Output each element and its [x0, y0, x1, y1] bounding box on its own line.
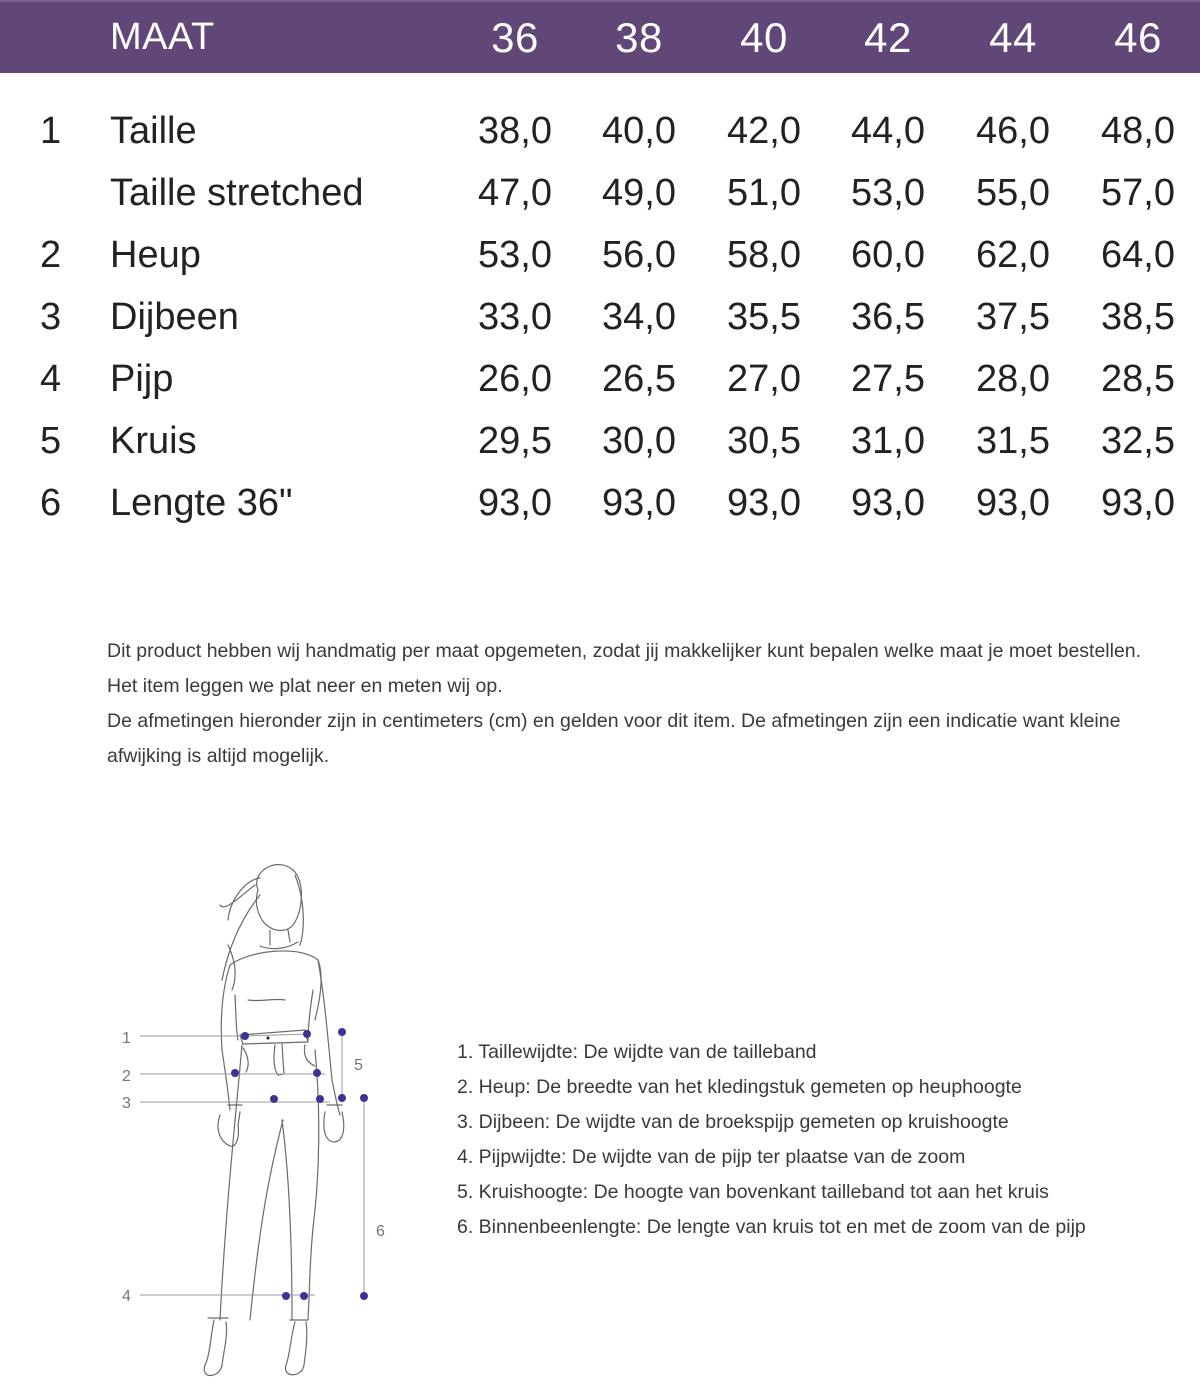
marker-label-5: 5 [354, 1057, 363, 1074]
cell-value: 27,5 [851, 358, 925, 400]
cell-value: 40,0 [602, 110, 676, 152]
cell-value: 53,0 [851, 172, 925, 214]
marker-label-4: 4 [122, 1288, 131, 1305]
cell-value: 57,0 [1101, 172, 1175, 214]
legend-item-pijpwijdte: 4. Pijpwijdte: De wijdte van de pijp ter plaatse van de zoom [457, 1146, 966, 1168]
woman-figure-icon [110, 850, 410, 1380]
cell-value: 26,5 [602, 358, 676, 400]
cell-value: 29,5 [478, 420, 552, 462]
cell-value: 55,0 [976, 172, 1050, 214]
measurement-figure [110, 850, 410, 1380]
cell-value: 37,5 [976, 296, 1050, 338]
size-header-label: MAAT [110, 16, 215, 58]
cell-value: 30,5 [727, 420, 801, 462]
table-row-dijbeen [0, 286, 1200, 348]
cell-value: 64,0 [1101, 234, 1175, 276]
measurement-intro-text [107, 634, 1177, 774]
size-header-36: 36 [491, 14, 539, 61]
size-header-38: 38 [615, 14, 663, 61]
table-row-pijp [0, 348, 1200, 410]
row-number: 1 [40, 110, 62, 152]
row-label: Dijbeen [110, 296, 239, 338]
intro-paragraph: Dit product hebben wij handmatig per maat opgemeten, zodat jij makkelijker kunt bepalen welke maat je moet bestellen. [107, 640, 1142, 662]
marker-label-6: 6 [376, 1223, 385, 1240]
legend-item-kruishoogte: 5. Kruishoogte: De hoogte van bovenkant tailleband tot aan het kruis [457, 1181, 1049, 1203]
intro-paragraph: Het item leggen we plat neer en meten wij op. [107, 675, 503, 697]
row-label: Lengte 36" [110, 482, 293, 524]
cell-value: 34,0 [602, 296, 676, 338]
cell-value: 42,0 [727, 110, 801, 152]
row-label: Taille [110, 110, 197, 152]
row-number: 2 [40, 234, 62, 276]
table-row-kruis [0, 410, 1200, 472]
table-row-taille-stretched [0, 162, 1200, 224]
cell-value: 60,0 [851, 234, 925, 276]
cell-value: 49,0 [602, 172, 676, 214]
cell-value: 31,0 [851, 420, 925, 462]
cell-value: 62,0 [976, 234, 1050, 276]
row-number: 6 [40, 482, 62, 524]
cell-value: 51,0 [727, 172, 801, 214]
cell-value: 93,0 [851, 482, 925, 524]
cell-value: 26,0 [478, 358, 552, 400]
cell-value: 30,0 [602, 420, 676, 462]
cell-value: 93,0 [478, 482, 552, 524]
cell-value: 93,0 [727, 482, 801, 524]
size-header-40: 40 [740, 14, 788, 61]
cell-value: 36,5 [851, 296, 925, 338]
legend-item-heup: 2. Heup: De breedte van het kledingstuk gemeten op heuphoogte [457, 1076, 1022, 1098]
cell-value: 32,5 [1101, 420, 1175, 462]
table-row-taille [0, 100, 1200, 162]
cell-value: 28,0 [976, 358, 1050, 400]
measurement-legend [457, 1035, 1177, 1245]
intro-paragraph: De afmetingen hieronder zijn in centimeters (cm) en gelden voor dit item. De afmetingen zijn een indicatie want kleine afwijking is altijd mogelijk. [107, 710, 1121, 767]
cell-value: 35,5 [727, 296, 801, 338]
cell-value: 44,0 [851, 110, 925, 152]
size-header-bar [0, 0, 1200, 73]
row-label: Heup [110, 234, 201, 276]
cell-value: 38,5 [1101, 296, 1175, 338]
row-number: 3 [40, 296, 62, 338]
table-row-heup [0, 224, 1200, 286]
cell-value: 48,0 [1101, 110, 1175, 152]
marker-label-1: 1 [122, 1030, 131, 1047]
row-label: Pijp [110, 358, 174, 400]
legend-item-dijbeen: 3. Dijbeen: De wijdte van de broekspijp gemeten op kruishoogte [457, 1111, 1009, 1133]
marker-label-3: 3 [122, 1095, 131, 1112]
cell-value: 47,0 [478, 172, 552, 214]
cell-value: 28,5 [1101, 358, 1175, 400]
row-label: Kruis [110, 420, 197, 462]
cell-value: 93,0 [976, 482, 1050, 524]
table-row-lengte [0, 472, 1200, 534]
size-header-46: 46 [1114, 14, 1162, 61]
cell-value: 46,0 [976, 110, 1050, 152]
cell-value: 56,0 [602, 234, 676, 276]
row-number: 5 [40, 420, 62, 462]
legend-item-binnenbeenlengte: 6. Binnenbeenlengte: De lengte van kruis tot en met de zoom van de pijp [457, 1216, 1086, 1238]
cell-value: 93,0 [602, 482, 676, 524]
legend-item-taillewijdte: 1. Taillewijdte: De wijdte van de tailleband [457, 1041, 817, 1063]
size-header-44: 44 [989, 14, 1037, 61]
cell-value: 58,0 [727, 234, 801, 276]
cell-value: 53,0 [478, 234, 552, 276]
cell-value: 27,0 [727, 358, 801, 400]
cell-value: 93,0 [1101, 482, 1175, 524]
size-header-42: 42 [864, 14, 912, 61]
row-number: 4 [40, 358, 62, 400]
cell-value: 33,0 [478, 296, 552, 338]
row-label: Taille stretched [110, 172, 364, 214]
cell-value: 38,0 [478, 110, 552, 152]
marker-label-2: 2 [122, 1068, 131, 1085]
cell-value: 31,5 [976, 420, 1050, 462]
